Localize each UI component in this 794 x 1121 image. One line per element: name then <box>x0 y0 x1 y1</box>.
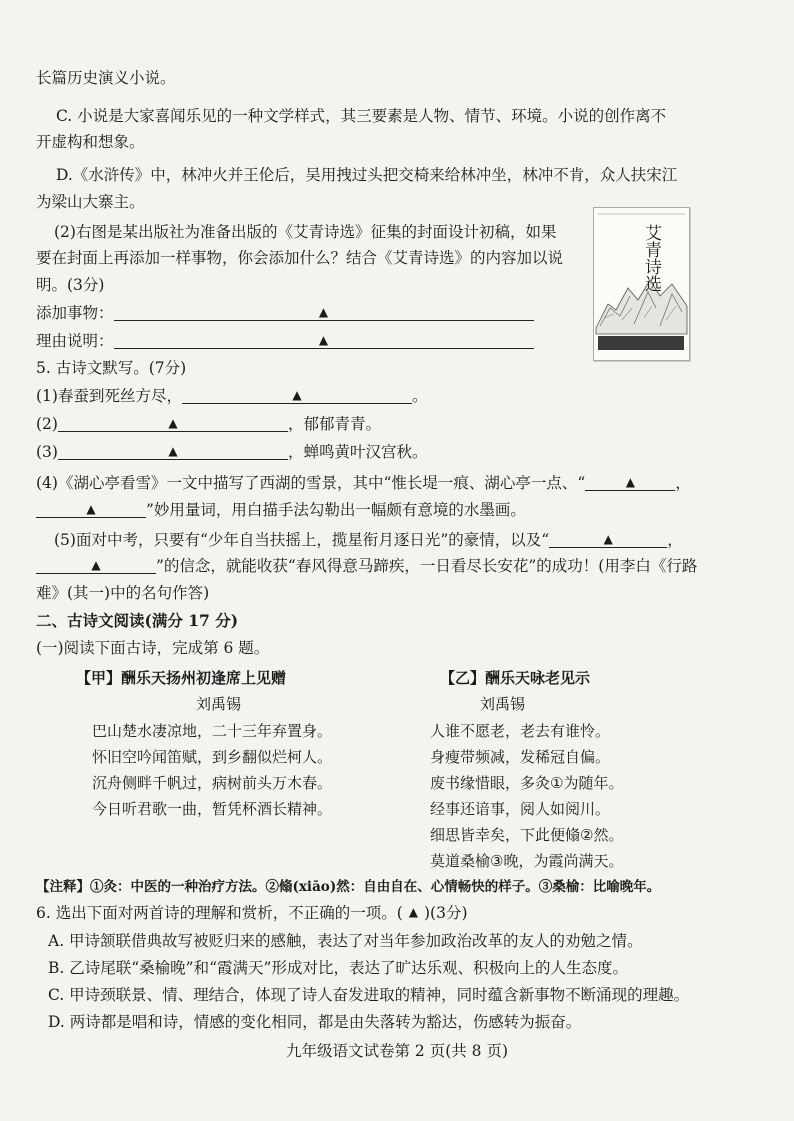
add-item-answer-field[interactable] <box>114 300 534 321</box>
q5-item5-comma: ， <box>667 531 683 549</box>
q5-item3-num: (3) <box>36 443 58 461</box>
q5-item5 <box>54 527 683 553</box>
q5-item3-answer-field[interactable] <box>58 439 288 460</box>
answer-marker-icon: ▲ <box>168 444 178 458</box>
poem-a-line: 怀旧空吟闻笛赋，到乡翻似烂柯人。 <box>92 748 333 766</box>
q5-item5-cont2: 难》(其一)中的名句作答) <box>36 584 210 602</box>
poem-b-author: 刘禹锡 <box>480 695 526 713</box>
answer-marker-icon: ▲ <box>168 416 178 430</box>
q5-item1 <box>36 383 427 409</box>
add-item-row <box>36 300 534 326</box>
q5-item2-text: ，郁郁青青。 <box>287 415 381 433</box>
q5-item4-answer-field-a[interactable] <box>585 470 675 491</box>
poem-b-line: 身瘦带频减，发稀冠自偏。 <box>430 748 611 766</box>
answer-marker-icon[interactable]: ▲ <box>408 905 418 919</box>
q5-item3 <box>36 439 427 465</box>
poem-b-line: 细思皆幸矣，下此便翛②然。 <box>430 826 624 844</box>
poem-a-title: 【甲】酬乐天扬州初逢席上见赠 <box>76 669 287 687</box>
poem-b-title: 【乙】酬乐天咏老见示 <box>440 669 591 687</box>
poem-a-author: 刘禹锡 <box>196 695 242 713</box>
q5-item2 <box>36 411 381 437</box>
q4-part2-prompt-cont: 要在封面上再添加一样事物，你会添加什么？结合《艾青诗选》的内容加以说 <box>36 249 564 267</box>
q5-item5-text: (5)面对中考，只要有“少年自当扶摇上，揽星衔月逐日光”的豪情，以及“ <box>54 531 550 549</box>
q5-item1-text: (1)春蚕到死丝方尽， <box>36 387 182 405</box>
q5-heading: 5. 古诗文默写。(7分) <box>36 359 187 377</box>
cover-caption-strip <box>598 336 684 350</box>
q6-option-c[interactable]: C. 甲诗颈联景、情、理结合，体现了诗人奋发进取的精神，同时蕴含新事物不断涌现的理趣。 <box>48 986 690 1004</box>
poem-notes: 【注释】①灸：中医的一种治疗方法。②翛(xiāo)然：自由自在、心情畅快的样子。③桑榆：比喻晚年。 <box>36 879 661 895</box>
q5-item5-answer-field-b[interactable] <box>36 553 156 574</box>
q6-stem <box>36 900 468 927</box>
q4-part2-prompt: (2)右图是某出版社为准备出版的《艾青诗选》征集的封面设计初稿，如果 <box>54 223 557 241</box>
answer-marker-icon: ▲ <box>318 305 329 319</box>
q6-stem-score: )(3分) <box>424 904 468 922</box>
page-footer: 九年级语文试卷第 2 页(共 8 页) <box>285 1042 509 1060</box>
q5-item4-answer-field-b[interactable] <box>36 497 146 518</box>
poem-a-line: 巴山楚水凄凉地，二十三年弃置身。 <box>92 722 333 740</box>
answer-marker-icon: ▲ <box>318 333 329 347</box>
q5-item4-text-cont: ”妙用量词，用白描手法勾勒出一幅颇有意境的水墨画。 <box>146 501 526 519</box>
q5-item4 <box>36 470 691 496</box>
poem-b-line: 莫道桑榆③晚，为霞尚满天。 <box>430 852 624 870</box>
q6-option-a[interactable]: A. 甲诗颔联借典故写被贬归来的感触，表达了对当年参加政治改革的友人的劝勉之情。 <box>48 932 643 950</box>
poem-b-line: 经事还谙事，阅人如阅川。 <box>430 800 611 818</box>
q5-item5-text-cont: ”的信念，就能收获“春风得意马蹄疾，一日看尽长安花”的成功！(用李白《行路 <box>156 557 698 575</box>
reason-answer-field[interactable] <box>114 328 534 349</box>
q5-item2-answer-field[interactable] <box>58 411 288 432</box>
answer-marker-icon: ▲ <box>625 475 635 489</box>
q4-part2-prompt-cont2: 明。(3分) <box>36 276 105 294</box>
q5-item4-cont <box>36 497 526 523</box>
q5-item4-comma: ， <box>675 474 691 492</box>
reason-row <box>36 328 534 354</box>
answer-marker-icon: ▲ <box>603 532 613 546</box>
cover-title: 艾青诗选 <box>641 224 661 292</box>
poem-a-line: 今日听君歌一曲，暂凭杯酒长精神。 <box>92 800 333 818</box>
q5-item1-end: 。 <box>411 387 428 405</box>
q4-option-d: D.《水浒传》中，林冲火并王伦后，吴用拽过头把交椅来给林冲坐，林冲不肯，众人扶宋江 <box>56 166 678 184</box>
q5-item1-answer-field[interactable] <box>182 383 412 404</box>
q4-option-b-tail: 长篇历史演义小说。 <box>36 69 176 87</box>
reason-label: 理由说明： <box>36 332 114 350</box>
book-cover-image <box>593 207 690 361</box>
section-2-heading: 二、古诗文阅读(满分 17 分) <box>36 611 239 630</box>
answer-marker-icon: ▲ <box>91 558 101 572</box>
answer-marker-icon: ▲ <box>86 502 96 516</box>
q6-option-d[interactable]: D. 两诗都是唱和诗，情感的变化相同，都是由失落转为豁达，伤感转为振奋。 <box>48 1013 582 1031</box>
section-2-subheading: (一)阅读下面古诗，完成第 6 题。 <box>36 639 270 657</box>
poem-b-line: 废书缘惜眼，多灸①为随年。 <box>430 774 624 792</box>
add-item-label: 添加事物： <box>36 304 114 322</box>
q6-stem-text: 6. 选出下面对两首诗的理解和赏析，不正确的一项。( <box>36 904 403 922</box>
poem-b-line: 人谁不愿老，老去有谁怜。 <box>430 722 611 740</box>
q5-item3-text: ，蝉鸣黄叶汉宫秋。 <box>287 443 428 461</box>
q5-item4-text: (4)《湖心亭看雪》一文中描写了西湖的雪景，其中“惟长堤一痕、湖心亭一点、“ <box>36 474 586 492</box>
q4-option-c: C. 小说是大家喜闻乐见的一种文学样式，其三要素是人物、情节、环境。小说的创作离不 <box>56 107 667 125</box>
q5-item5-answer-field-a[interactable] <box>549 527 667 548</box>
q4-option-c-cont: 开虚构和想象。 <box>36 133 145 151</box>
q6-option-b[interactable]: B. 乙诗尾联“桑榆晚”和“霞满天”形成对比，表达了旷达乐观、积极向上的人生态度。 <box>48 959 628 977</box>
answer-marker-icon: ▲ <box>292 388 302 402</box>
poem-a-line: 沉舟侧畔千帆过，病树前头万木春。 <box>92 774 333 792</box>
q4-option-d-cont: 为梁山大寨主。 <box>36 193 145 211</box>
q5-item5-cont <box>36 553 697 579</box>
q5-item2-num: (2) <box>36 415 58 433</box>
